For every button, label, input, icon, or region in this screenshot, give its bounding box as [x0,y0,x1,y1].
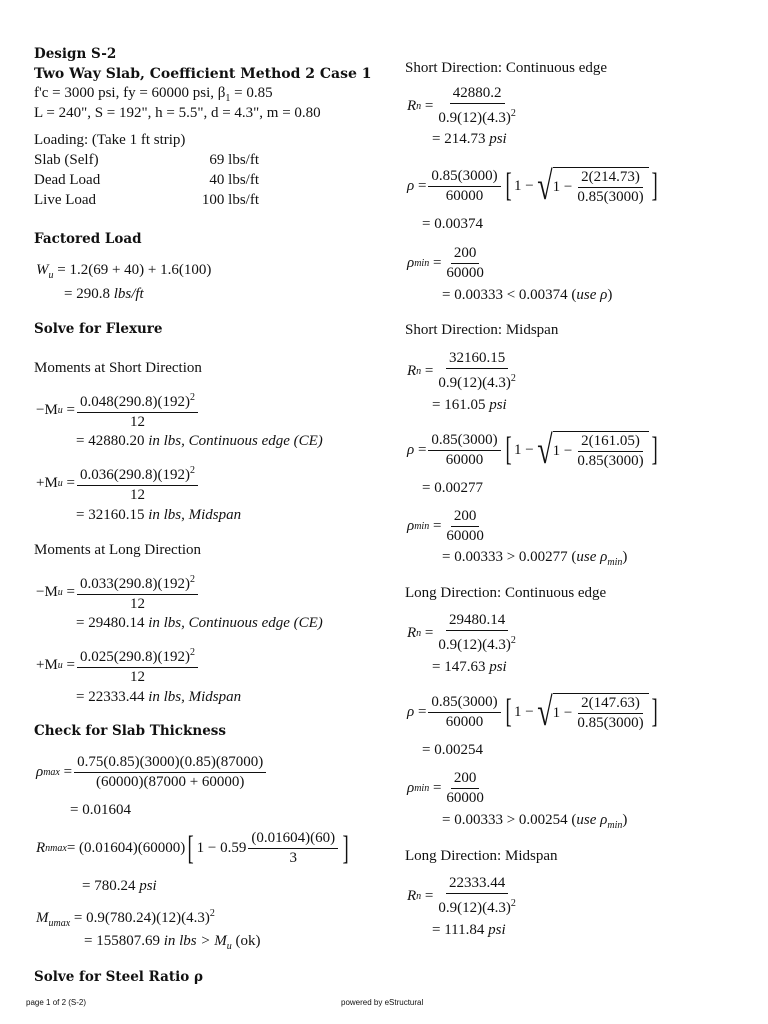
rho-min-result: = 0.00333 > 0.00254 (use $\rho_{min}$) [442,812,628,831]
rn-equation: R n = $\frac{42880.2}{0.9(12)(4.3)^2}$ [407,85,516,126]
rho-equation: ρ = $\frac{0.85(3000)}{60000}$ [ 1 − √ 1 − $\frac{2(214.73)}{0.85(3000)}$ ] [407,163,658,208]
loading-title: Loading: (Take 1 ft strip) [34,132,186,148]
slab-thickness-heading: Check for Slab Thickness [34,723,226,739]
factored-load-equation: $W_u = 1.2(69 + 40) + 1.6(100)$ [36,262,212,281]
rho-min-equation: ρ min = $\frac{200}{60000}$ [407,245,484,281]
material-properties: f'c = 3000 psi, fy = 60000 psi, $\beta_1 = 0.85$ [34,85,273,104]
rho-min-equation: ρ min = $\frac{200}{60000}$ [407,508,484,544]
moment-equation: −M u = $\frac{0.048(290.8)(192)^2}{12}$ [36,389,200,431]
short-moments-title: Moments at Short Direction [34,360,202,376]
mu-max-result: = 155807.69 in lbs > $M_u$ (ok) [84,933,261,952]
rn-equation: R n = $\frac{29480.14}{0.9(12)(4.3)^2}$ [407,612,516,653]
powered-by: powered by eStructural [341,998,424,1007]
rho-min-result: = 0.00333 > 0.00277 (use $\rho_{min}$) [442,549,628,568]
rho-equation: ρ = $\frac{0.85(3000)}{60000}$ [ 1 − √ 1 − $\frac{2(147.63)}{0.85(3000)}$ ] [407,689,658,734]
rn-equation: R n = $\frac{22333.44}{0.9(12)(4.3)^2}$ [407,875,516,916]
rho-result: = 0.00254 [422,742,483,758]
section-title: Long Direction: Continuous edge [405,585,607,601]
document-title: Design S-2 [34,46,117,62]
rho-equation: ρ = $\frac{0.85(3000)}{60000}$ [ 1 − √ 1 − $\frac{2(161.05)}{0.85(3000)}$ ] [407,427,658,472]
moment-equation: −M u = $\frac{0.033(290.8)(192)^2}{12}$ [36,571,200,613]
load-row: Live Load 100 lbs/ft [34,192,259,208]
page-number: page 1 of 2 (S-2) [26,998,87,1007]
factored-load-heading: Factored Load [34,231,142,247]
moment-equation: +M u = $\frac{0.025(290.8)(192)^2}{12}$ [36,644,200,686]
load-row: Slab (Self) 69 lbs/ft [34,152,259,168]
load-row: Dead Load 40 lbs/ft [34,172,259,188]
mu-max-equation: $M_{umax} = 0.9(780.24)(12)(4.3)^2$ [36,908,215,929]
rn-max-result: = 780.24 psi [82,878,157,894]
rho-result: = 0.00277 [422,480,483,496]
moment-result: = 32160.15 in lbs, Midspan [76,507,242,523]
section-title: Short Direction: Continuous edge [405,60,608,76]
rn-result: = 147.63 psi [432,659,507,675]
rho-min-result: = 0.00333 < 0.00374 (use ρ) [442,287,613,303]
rn-result: = 161.05 psi [432,397,507,413]
long-moments-title: Moments at Long Direction [34,542,202,558]
factored-load-result: = 290.8 lbs/ft [64,286,144,302]
section-title: Short Direction: Midspan [405,322,559,338]
moment-equation: +M u = $\frac{0.036(290.8)(192)^2}{12}$ [36,462,200,504]
section-title: Long Direction: Midspan [405,848,558,864]
moment-result: = 22333.44 in lbs, Midspan [76,689,242,705]
rn-result: = 111.84 psi [432,922,506,938]
geometry-properties: L = 240", S = 192", h = 5.5", d = 4.3", m = 0.80 [34,105,321,121]
rn-result: = 214.73 psi [432,131,507,147]
moment-result: = 29480.14 in lbs, Continuous edge (CE) [76,615,323,631]
moment-result: = 42880.20 in lbs, Continuous edge (CE) [76,433,323,449]
rho-max-result: = 0.01604 [70,802,131,818]
rn-equation: R n = $\frac{32160.15}{0.9(12)(4.3)^2}$ [407,350,516,391]
steel-ratio-heading: Solve for Steel Ratio ρ [34,969,203,985]
document-subtitle: Two Way Slab, Coefficient Method 2 Case 1 [34,66,372,82]
rho-result: = 0.00374 [422,216,483,232]
loading-table [34,150,294,210]
rho-max-equation: ρ max = $\frac{0.75(0.85)(3000)(0.85)(87000)}{(60000)(87000 + 60000)}$ [36,754,268,791]
flexure-heading: Solve for Flexure [34,321,163,337]
rn-max-equation: R nmax = (0.01604)(60000) [ 1 − 0.59 $\frac{(0.01604)(60)}{3}$ ] [36,829,349,867]
rho-min-equation: ρ min = $\frac{200}{60000}$ [407,770,484,806]
